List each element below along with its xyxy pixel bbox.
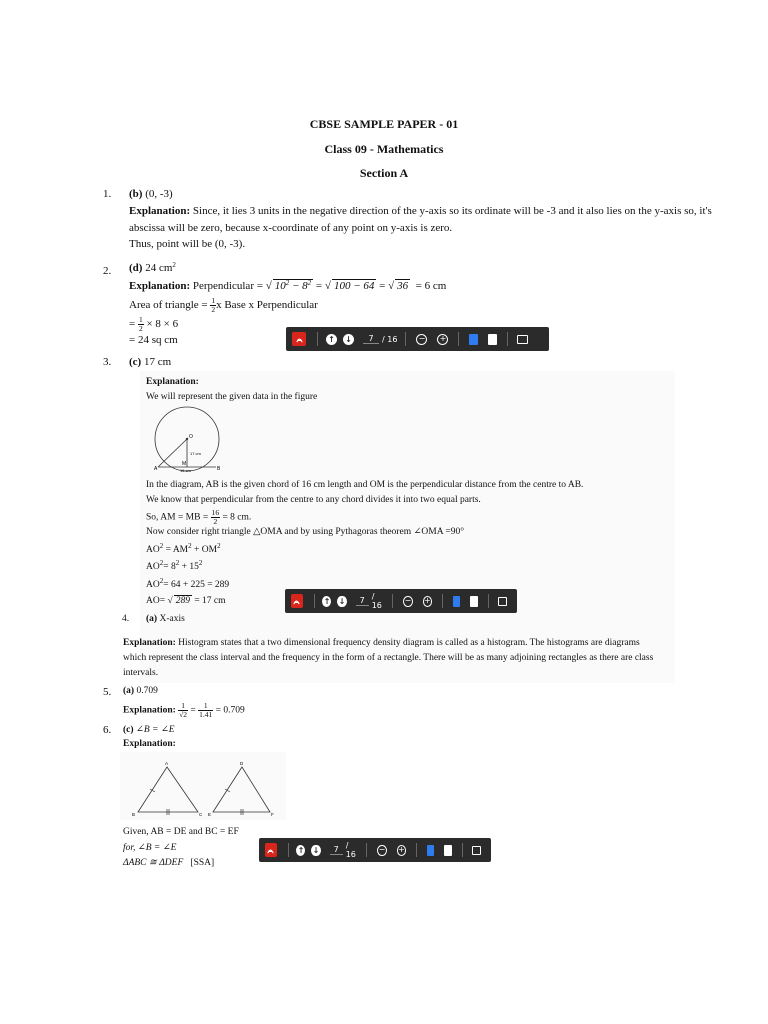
q3-answer — [129, 356, 171, 368]
q3-circle-figure — [146, 405, 228, 475]
label-c: C — [199, 812, 203, 817]
toolbar-divider — [392, 594, 393, 608]
pdf-icon[interactable] — [292, 332, 306, 346]
toolbar-divider — [458, 332, 459, 346]
q3-am-tail: = 8 cm. — [222, 512, 252, 523]
q5-answer — [123, 686, 158, 696]
page-total: / 16 — [345, 841, 356, 859]
save-icon[interactable] — [469, 334, 478, 345]
page-total: / 16 — [371, 592, 382, 610]
q4-exp-label: Explanation: — [123, 638, 176, 648]
pdf-icon[interactable] — [291, 594, 303, 608]
q1-exp-text: Since, it lies 3 units in the negative direction of the y-axis so its ordinate will be -3 and it also lies on the y-axis so, it's abscissa will be zero, because x-coordinate of any point on y-axis is zero. — [129, 205, 712, 234]
q4-exp-text: Histogram states that a two dimensional frequency density diagram is called as a histogram. The histograms are diagrams which represent the class interval and the frequency in the form of a rectangle. There will be as many adjoining rectangles as there are class intervals. — [123, 638, 654, 678]
page-number-input[interactable]: 7 — [330, 845, 343, 855]
q5-answer-label: (a) — [123, 686, 135, 696]
q3-eq4-rad: 289 — [175, 596, 190, 606]
q6-reason: [SSA] — [190, 858, 215, 868]
page-number-input[interactable]: 7 — [363, 334, 379, 344]
zoom-out-icon[interactable]: − — [378, 845, 386, 854]
q1-answer — [129, 188, 173, 200]
q2-step2: = 24 sq cm — [129, 334, 178, 346]
question-number-3: 3. — [103, 356, 112, 368]
section-heading: Section A — [359, 166, 409, 180]
page-up-icon[interactable]: ↑ — [326, 334, 337, 345]
q3-eq2: $AO^2= 8^2 + 15^2$ — [146, 559, 203, 572]
q3-am-den: 2 — [213, 517, 218, 526]
q2-rad2: 100 − 64 — [333, 280, 375, 292]
toolbar-divider — [488, 594, 489, 608]
q2-answer-text: 24 cm — [145, 262, 173, 274]
q2-answer — [129, 262, 176, 274]
q2-explanation: Explanation: Perpendicular = √ $10^2 - 8^2$ = √ 100 − 64 = √ 36 = 6 cm — [129, 279, 447, 292]
q6-answer-label: (c) — [123, 725, 134, 735]
q2-step1-text: × 8 × 6 — [146, 318, 179, 331]
q3-para2: We know that perpendicular from the centre to any chord divides it into two equal parts. — [146, 495, 481, 505]
document-icon[interactable] — [470, 596, 477, 607]
q6-for: for, ∠B = ∠E — [123, 843, 177, 853]
question-number-6: 6. — [103, 724, 112, 736]
q3-exp-label: Explanation: — [146, 377, 199, 387]
zoom-out-icon[interactable]: − — [416, 334, 427, 345]
label-16cm: 16 cm — [180, 468, 191, 473]
zoom-in-icon[interactable]: + — [424, 596, 431, 605]
toolbar-divider — [317, 332, 318, 346]
label-e: E — [208, 812, 212, 817]
fit-width-icon[interactable] — [517, 335, 528, 344]
toolbar-divider — [462, 843, 463, 857]
label-o: O — [189, 434, 193, 440]
question-number-5: 5. — [103, 686, 112, 698]
q2-area: Area of triangle = $\frac{1}{2}$ x Base x Perpendicular — [129, 296, 318, 314]
q2-area-tail: x Base x Perpendicular — [216, 299, 318, 312]
q3-para1: In the diagram, AB is the given chord of 16 cm length and OM is the perpendicular distance from the centre to AB. — [146, 480, 584, 490]
q3-answer-text: 17 cm — [143, 356, 172, 368]
q3-am-lead: So, AM = MB = — [146, 512, 209, 523]
label-a: A — [154, 466, 158, 472]
zoom-in-icon[interactable]: + — [398, 845, 405, 854]
page-up-icon[interactable]: ↑ — [323, 596, 331, 606]
toolbar-divider — [442, 594, 443, 608]
page-down-icon[interactable]: ↓ — [338, 596, 346, 606]
triangle-abc — [138, 767, 198, 812]
q2-answer-label: (d) — [129, 262, 143, 274]
q2-area-lead: Area of triangle = — [129, 299, 208, 312]
page-total: / 16 — [382, 334, 398, 344]
q3-eq4: AO= √ 289 = 17 cm — [146, 596, 226, 606]
q4-answer-text: X-axis — [159, 614, 185, 624]
fit-width-icon[interactable] — [498, 597, 507, 606]
q2-exp-label: Explanation: — [129, 280, 191, 292]
q6-answer-text: ∠B = ∠E — [135, 725, 175, 735]
question-number-1: 1. — [103, 188, 112, 200]
q3-am — [146, 509, 251, 526]
document-icon[interactable] — [488, 334, 497, 345]
q1-answer-text: (0, -3) — [145, 188, 173, 200]
toolbar-divider — [416, 843, 417, 857]
toolbar-divider — [405, 332, 406, 346]
save-icon[interactable] — [453, 596, 460, 607]
centre-point — [186, 438, 188, 440]
triangle-def — [213, 767, 270, 812]
q6-conclusion — [123, 857, 214, 868]
zoom-out-icon[interactable]: − — [404, 596, 412, 605]
pdf-toolbar-3 — [259, 838, 491, 862]
q2-exp-lead: Perpendicular = — [192, 280, 263, 292]
zoom-in-icon[interactable]: + — [437, 334, 448, 345]
label-d: D — [240, 761, 244, 766]
q5-answer-text: 0.709 — [136, 686, 158, 696]
q3-eq1: $AO^2 = AM^2 + OM^2$ — [146, 542, 221, 555]
page-down-icon[interactable]: ↓ — [312, 845, 320, 855]
q1-exp-label: Explanation: — [129, 205, 191, 217]
fit-width-icon[interactable] — [472, 846, 481, 855]
label-a: A — [165, 761, 169, 766]
q2-step1: = $\frac{1}{2}$ × 8 × 6 — [129, 315, 179, 333]
toolbar-divider — [507, 332, 508, 346]
q6-triangles-figure — [120, 757, 286, 819]
question-number-4: 4. — [122, 614, 130, 624]
label-f: F — [271, 812, 274, 817]
label-17cm: 17 cm — [190, 451, 201, 456]
page-down-icon[interactable]: ↓ — [343, 334, 354, 345]
q5-explanation: Explanation: $\frac{1}{√2}$ = $\frac{1}{1.41}$ = 0.709 — [123, 701, 245, 719]
save-icon[interactable] — [427, 845, 434, 856]
label-m: M — [182, 461, 187, 467]
page-number-input[interactable]: 7 — [356, 596, 369, 606]
toolbar-divider — [314, 594, 315, 608]
q3-intro: We will represent the given data in the figure — [146, 392, 318, 402]
q1-explanation — [129, 203, 741, 237]
q1-answer-label: (b) — [129, 188, 143, 200]
q4-answer-label: (a) — [146, 614, 158, 624]
q6-given: Given, AB = DE and BC = EF — [123, 827, 239, 837]
q5-exp-label: Explanation: — [123, 705, 176, 716]
q2-rad1-a: 10 — [274, 280, 286, 292]
pdf-icon[interactable] — [265, 843, 277, 857]
q5-result: = 0.709 — [215, 705, 245, 716]
q3-pythagoras: Now consider right triangle △OMA and by using Pythagoras theorem ∠OMA =90° — [146, 527, 465, 537]
pdf-toolbar-2 — [285, 589, 517, 613]
q6-answer — [123, 724, 175, 735]
q3-answer-label: (c) — [129, 356, 142, 368]
q2-rad3: 36 — [397, 280, 409, 292]
q4-explanation — [123, 636, 663, 681]
q1-conclusion: Thus, point will be (0, -3). — [129, 238, 246, 250]
document-icon[interactable] — [444, 845, 451, 856]
toolbar-divider — [366, 843, 367, 857]
label-b: B — [132, 812, 136, 817]
page-subtitle: Class 09 - Mathematics — [324, 142, 444, 156]
question-number-2: 2. — [103, 265, 112, 277]
q3-eq3: $AO^2= 64 + 225 = 289$ — [146, 577, 230, 590]
q2-rad1-b: − 8 — [291, 280, 308, 292]
q2-exp-result: = 6 cm — [415, 280, 447, 292]
toolbar-divider — [288, 843, 289, 857]
q4-answer — [146, 614, 185, 624]
pdf-toolbar-1 — [286, 327, 549, 351]
q2-answer-sup: 2 — [172, 261, 176, 269]
q6-exp-label: Explanation: — [123, 739, 176, 749]
page-up-icon[interactable]: ↑ — [297, 845, 305, 855]
page-title: CBSE SAMPLE PAPER - 01 — [309, 117, 459, 131]
q3-am-num: 16 — [211, 508, 220, 517]
q6-concl-text: ΔABC ≅ ΔDEF — [123, 858, 184, 868]
label-b: B — [217, 466, 221, 472]
